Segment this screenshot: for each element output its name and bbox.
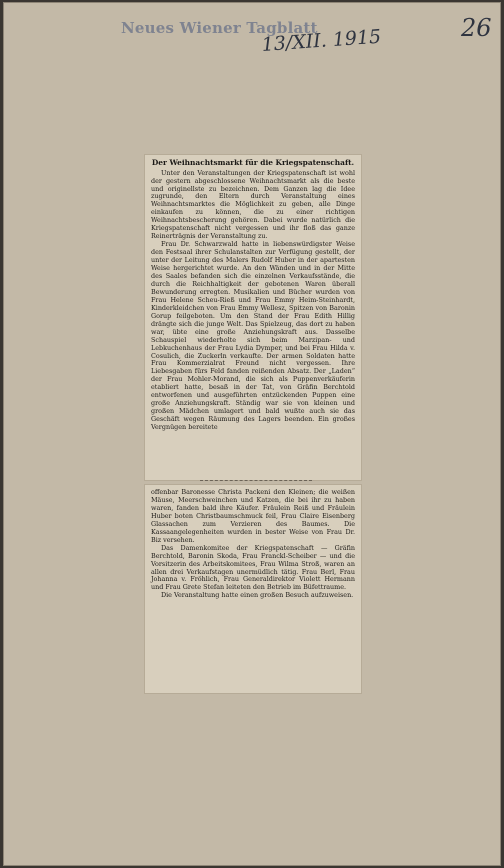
article-title: Der Weihnachtsmarkt für die Kriegspatenschaft. — [151, 158, 355, 167]
newspaper-stamp: Neues Wiener Tagblatt — [121, 19, 318, 37]
article-paragraph: offenbar Baronesse Christa Packeni den Kleinen; die weißen Mäuse, Meerschweinchen und Katzen, die bei ihr zu haben waren, fanden bald ihre Käufer. Fräulein Reiß und Fräulein Huber boten Christbaumschmuck feil, Frau Claire Eisenberg Glassachen zum Verzieren des Baumes. Die Kassaangelegenheiten wurden in bester Weise von Frau Dr. Biz versehen. — [151, 488, 355, 544]
article-paragraph: Das Damenkomitee der Kriegspatenschaft — Gräfin Berchtold, Baronin Skoda, Frau Franckl-Scheiber — und die Vorsitzerin des Arbeitskomitees, Frau Wilma Stroß, waren an allen drei Verkaufstagen unermüdlich tätig. Frau Berl, Frau Johanna v. Fröhlich, Frau Generaldirektor Violett Hermann und Frau Grete Stefan leiteten den Betrieb im Büfettraume. — [151, 543, 355, 592]
page-number: 26 — [461, 14, 492, 42]
article-clipping-part-1 — [145, 155, 361, 480]
clipping-divider — [200, 480, 312, 481]
article-paragraph: Die Veranstaltung hatte einen großen Besuch aufzuweisen. — [161, 591, 354, 600]
handwritten-date: 13/XII. 1915 — [261, 25, 382, 56]
article-paragraph: Unter den Veranstaltungen der Kriegspatenschaft ist wohl der gestern abgeschlossene Weihnachtsmarkt als die beste und originellste zu bezeichnen. Dem Ganzen lag die Idee zugrunde, den Eltern durch Veranstaltung eines Weihnachtsmarktes die Möglichkeit zu geben, alle Dinge einkaufen zu können, die zu einer richtigen Weihnachtsbescherung gehören. Dabei wurde natürlich die Kriegspatenschaft nicht vergessen und ihr floß das ganze Reinerträgnis der Veranstaltung zu. — [151, 168, 355, 241]
article-clipping-part-2 — [145, 485, 361, 693]
article-paragraph: Frau Dr. Schwarzwald hatte in liebenswürdigster Weise den Festsaal ihrer Schulanstalten zur Verfügung gestellt, der unter der Leitung des Malers Rudolf Huber in der apartesten Weise hergerichtet wurde. An den Wänden und in der Mitte des Saales befanden sich die einzelnen Verkaufsstände, die durch die Reichhaltigkeit der gebotenen Waren überall Bewunderung erregten. Musikalien und Bücher wurden von Frau Helene Scheu-Rieß und Frau Emmy Heim-Steinhardt, Kinderkleidchen von Frau Emmy Wellesz, Spitzen von Baronin Gorup feilgeboten. Um den Stand der Frau Edith Hillig drängte sich die junge Welt. Das Spielzeug, das dort zu haben war, übte eine große Anziehungskraft aus. Dasselbe Schauspiel wiederholte sich beim Marzipan- und Lebkuchenhaus der Frau Lydia Dymper, und bei Frau Hilda v. Cosulich, die Zuckerln verkaufte. Der armen Soldaten hatte Frau Kommerzialrat Freund nicht vergessen. Ihre Liebesgaben fürs Feld fanden reißenden Absatz. Der „Laden“ der Frau Mohler-Morand, die sich als Puppenverkäuferin etabliert hatte, besaß in der Tat, von Gräfin Berchtold entworfenen und ausgeführten entzückenden Puppen eine große Anziehungskraft. Ständig war sie von kleinen und großen Mädchen umlagert und bald wußte auch sie das Geschäft wegen Räumung des Lagers beenden. Ein großes Vergnügen bereitete — [151, 240, 355, 432]
